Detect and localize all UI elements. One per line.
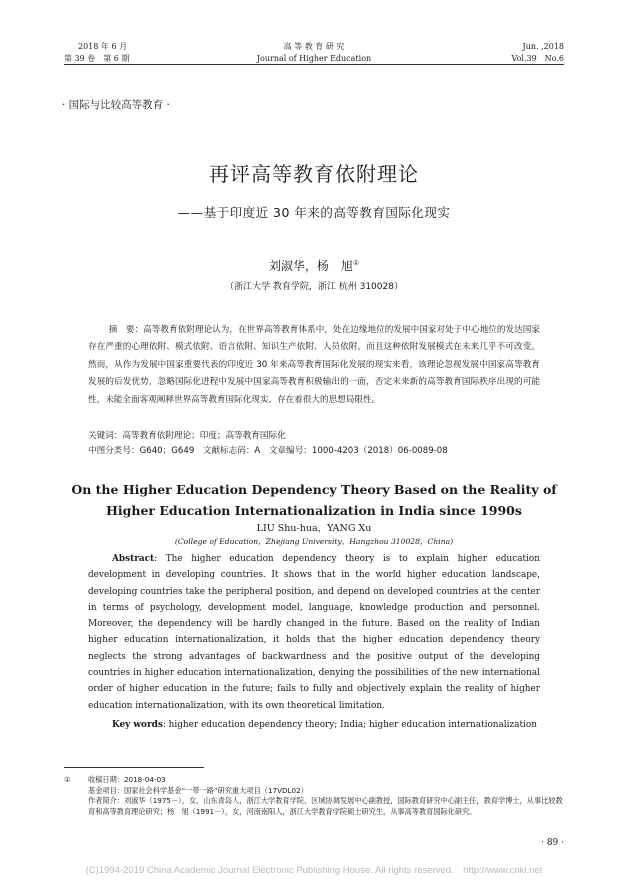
paper-subtitle-cn: ——基于印度近 30 年来的高等教育国际化现实	[177, 205, 451, 220]
abstract-en-label: Abstract	[112, 554, 155, 564]
keywords-en	[88, 717, 540, 733]
footnote-mark: ①	[64, 775, 71, 784]
paper-title-cn: 再评高等教育依附理论	[209, 162, 419, 186]
footnote-received: 收稿日期：2018-04-03	[88, 775, 166, 784]
footnote	[64, 775, 564, 817]
header-volume-en: Vol.39 No.6	[511, 54, 564, 63]
classification-cn: 中图分类号：G640；G649 文献标志码：A 文章编号：1000-4203（2018）06-0089-08	[88, 446, 448, 456]
journal-title-en: Journal of Higher Education	[256, 54, 372, 63]
header-divider	[64, 64, 564, 65]
abstract-cn	[88, 322, 540, 409]
affiliation-cn: （浙江大学 教育学院，浙江 杭州 310028）	[225, 282, 403, 292]
authors-en: LIU Shu-hua，YANG Xu	[256, 523, 372, 534]
abstract-cn-text: 摘 要：高等教育依附理论认为，在世界高等教育体系中，处在边缘地位的发展中国家对处于中心地位的发达国家存在严重的心理依附、模式依附、语言依附、知识生产依附、人员依附，而且这种依附发展模式在未来几乎不可改变。然而，从作为发展中国家重要代表的印度近 30 年来高等教育国际化发展的现实来看，该理论忽视发展中国家高等教育发展的后发优势，忽略国际化进程中发展中国家高等教育积极输出的一面，否定未来新的高等教育国际秩序出现的可能性，未能全面客观阐释世界高等教育国际化现实，存在着很大的思想局限性。	[88, 325, 540, 405]
section-label: · 国际与比较高等教育 ·	[62, 99, 170, 111]
footnote-divider	[64, 767, 204, 768]
header-date: 2018 年 6 月	[78, 42, 128, 51]
keywords-cn: 关键词：高等教育依附理论；印度；高等教育国际化	[88, 431, 286, 441]
header-date-en: Jun. ,2018	[522, 42, 564, 51]
copyright-footer: (C)1994-2019 China Academic Journal Electronic Publishing House. All rights reserved. http://www.cnki.net	[85, 865, 543, 876]
authors-cn-names: 刘淑华，杨 旭	[268, 259, 353, 273]
abstract-en-text: : The higher education dependency theory is to explain higher education development in developing countries. It shows that in the world higher education landscape, developing countries take the peripheral position, and depend on developed countries at the center in terms of psychology, development model, language, knowledge production and personnel. Moreover, the dependency will be hardly changed in the future. Based on the reality of Indian higher education internationalization, it holds that the higher education dependency theory neglects the strong advantages of backwardness and the positive output of the developing countries in higher education internationalization, denying the possibilities of the new international order of higher education in the future; fails to fully and objectively explain the reality of higher education internationalization, with its own theoretical limitation.	[88, 554, 540, 711]
footnote-fund: 基金项目：国家社会科学基金“一带一路”研究重大项目（17VDL02）	[88, 785, 308, 795]
footnote-marker: ①	[352, 259, 360, 267]
abstract-en	[88, 551, 540, 714]
keywords-en-label: Key words	[112, 720, 163, 730]
journal-title-cn: 高 等 教 育 研 究	[283, 42, 345, 51]
footnote-author-bio: 作者简介：刘淑华（1975－），女，山东青岛人，浙江大学教育学院、区域协调发展中心副教授，国际教育研究中心副主任，教育学博士，从事比较教育和高等教育理论研究；杨 旭（1991－），女，河南南阳人，浙江大学教育学院硕士研究生，从事高等教育国际化研究。	[88, 796, 563, 816]
paper-title-en: On the Higher Education Dependency Theory Based on the Reality of Higher Education Internationalization in India since 1990s	[71, 482, 557, 518]
authors-cn	[0, 257, 628, 274]
header-volume: 第 39 卷 第 6 期	[64, 54, 130, 63]
page-number: · 89 ·	[541, 838, 564, 848]
affiliation-en: (College of Education，Zhejiang University，Hangzhou 310028，China)	[174, 537, 454, 546]
keywords-en-text: : higher education dependency theory; India; higher education internationalization	[162, 720, 537, 730]
